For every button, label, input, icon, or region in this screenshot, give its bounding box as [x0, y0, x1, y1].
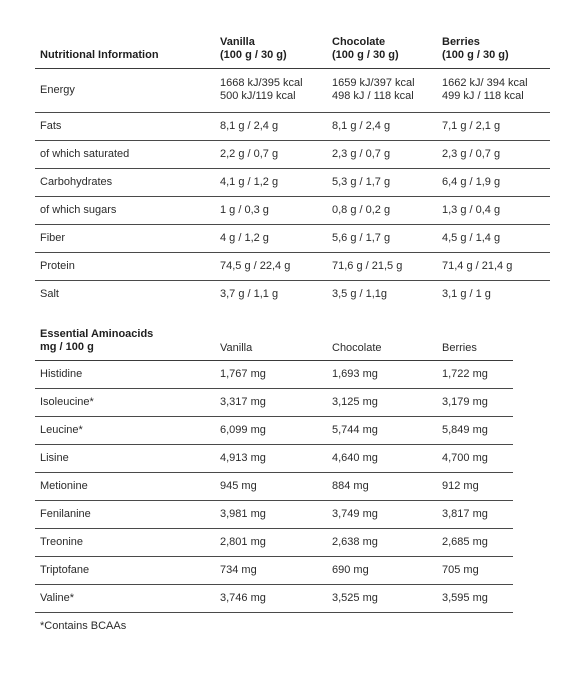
- row-label: Fats: [40, 119, 62, 132]
- row-label: Valine*: [40, 591, 75, 604]
- cell-value: 71,4 g / 21,4 g: [442, 259, 513, 272]
- column-unit: (100 g / 30 g): [220, 48, 287, 61]
- column-header-chocolate: Chocolate: [327, 322, 437, 360]
- energy-line: 499 kJ / 118 kcal: [442, 90, 524, 102]
- table-row: [35, 556, 513, 584]
- amino-header-title: Essential Aminoacids: [40, 327, 154, 340]
- cell-value: 5,3 g / 1,7 g: [332, 175, 391, 188]
- cell-value: [215, 68, 327, 112]
- cell-value: 3,1 g / 1 g: [442, 287, 491, 300]
- energy-line: 1659 kJ/397 kcal: [332, 77, 415, 89]
- energy-line: 500 kJ/119 kcal: [220, 90, 296, 102]
- table-row: [35, 388, 513, 416]
- cell-value: [327, 68, 437, 112]
- cell-value: 3,5 g / 1,1g: [332, 287, 388, 300]
- table-row: [35, 360, 513, 388]
- energy-line: 1662 kJ/ 394 kcal: [442, 77, 528, 89]
- cell-value: 945 mg: [220, 479, 257, 492]
- cell-value: 4 g / 1,2 g: [220, 231, 269, 244]
- row-label: Carbohydrates: [40, 175, 113, 188]
- row-label: Leucine*: [40, 423, 83, 436]
- cell-value: 3,317 mg: [220, 395, 266, 408]
- row-label: Fenilanine: [40, 507, 91, 520]
- cell-value: 74,5 g / 22,4 g: [220, 259, 291, 272]
- column-header-vanilla: Vanilla: [215, 322, 327, 360]
- cell-value: 912 mg: [442, 479, 479, 492]
- row-label: Triptofane: [40, 563, 90, 576]
- nutrition-table: [35, 28, 550, 308]
- row-label: Treonine: [40, 535, 84, 548]
- cell-value: 4,640 mg: [332, 451, 378, 464]
- amino-table: [35, 322, 513, 613]
- cell-value: 0,8 g / 0,2 g: [332, 203, 391, 216]
- cell-value: 3,746 mg: [220, 591, 266, 604]
- cell-value: [437, 68, 550, 112]
- cell-value: 2,638 mg: [332, 535, 378, 548]
- cell-value: 5,849 mg: [442, 423, 488, 436]
- row-label: Isoleucine*: [40, 395, 94, 408]
- row-label: Histidine: [40, 367, 83, 380]
- column-unit: (100 g / 30 g): [332, 48, 399, 61]
- amino-header-label: [35, 322, 215, 360]
- cell-value: 1,722 mg: [442, 367, 488, 380]
- table-row: [35, 416, 513, 444]
- cell-value: 3,125 mg: [332, 395, 378, 408]
- cell-value: 6,4 g / 1,9 g: [442, 175, 501, 188]
- cell-value: 1,3 g / 0,4 g: [442, 203, 501, 216]
- column-name: Vanilla: [220, 35, 255, 48]
- cell-value: 2,3 g / 0,7 g: [442, 147, 501, 160]
- cell-value: 884 mg: [332, 479, 369, 492]
- row-label: Fiber: [40, 231, 66, 244]
- column-unit: (100 g / 30 g): [442, 48, 509, 61]
- amino-header-unit: mg / 100 g: [40, 340, 94, 353]
- cell-value: 3,525 mg: [332, 591, 378, 604]
- table-row: [35, 280, 550, 308]
- energy-line: 1668 kJ/395 kcal: [220, 77, 303, 89]
- nutrition-header-row: [35, 28, 550, 68]
- nutrition-header-label: Nutritional Information: [35, 28, 215, 68]
- column-name: Berries: [442, 35, 480, 48]
- table-row: [35, 528, 513, 556]
- table-row: [35, 112, 550, 140]
- cell-value: 5,6 g / 1,7 g: [332, 231, 391, 244]
- cell-value: 2,2 g / 0,7 g: [220, 147, 279, 160]
- column-header-berries: [437, 28, 550, 68]
- row-label: of which sugars: [40, 203, 117, 216]
- energy-line: 498 kJ / 118 kcal: [332, 90, 414, 102]
- column-header-chocolate: [327, 28, 437, 68]
- row-label: of which saturated: [40, 147, 130, 160]
- amino-header-row: [35, 322, 513, 360]
- cell-value: 4,5 g / 1,4 g: [442, 231, 501, 244]
- cell-value: 3,981 mg: [220, 507, 266, 520]
- cell-value: 8,1 g / 2,4 g: [332, 119, 391, 132]
- cell-value: 6,099 mg: [220, 423, 266, 436]
- cell-value: 3,817 mg: [442, 507, 488, 520]
- cell-value: 2,3 g / 0,7 g: [332, 147, 391, 160]
- cell-value: 3,7 g / 1,1 g: [220, 287, 279, 300]
- cell-value: 1,693 mg: [332, 367, 378, 380]
- cell-value: 2,685 mg: [442, 535, 488, 548]
- table-row: [35, 196, 550, 224]
- row-label: Protein: [40, 259, 75, 272]
- cell-value: 690 mg: [332, 563, 369, 576]
- table-row: [35, 472, 513, 500]
- cell-value: 8,1 g / 2,4 g: [220, 119, 279, 132]
- cell-value: 7,1 g / 2,1 g: [442, 119, 501, 132]
- cell-value: 3,595 mg: [442, 591, 488, 604]
- cell-value: 4,700 mg: [442, 451, 488, 464]
- table-row-energy: [35, 68, 550, 112]
- cell-value: 1 g / 0,3 g: [220, 203, 269, 216]
- cell-value: 4,913 mg: [220, 451, 266, 464]
- cell-value: 71,6 g / 21,5 g: [332, 259, 403, 272]
- cell-value: 5,744 mg: [332, 423, 378, 436]
- table-row: [35, 168, 550, 196]
- column-name: Chocolate: [332, 35, 386, 48]
- table-row: [35, 500, 513, 528]
- bcaa-footnote: *Contains BCAAs: [40, 620, 127, 632]
- row-label: Salt: [40, 287, 59, 300]
- table-row: [35, 252, 550, 280]
- row-label: Energy: [40, 83, 75, 96]
- row-label: Lisine: [40, 451, 69, 464]
- cell-value: 4,1 g / 1,2 g: [220, 175, 279, 188]
- cell-value: 3,749 mg: [332, 507, 378, 520]
- row-label: Metionine: [40, 479, 88, 492]
- table-row: [35, 140, 550, 168]
- cell-value: 705 mg: [442, 563, 479, 576]
- cell-value: 1,767 mg: [220, 367, 266, 380]
- cell-value: 2,801 mg: [220, 535, 266, 548]
- table-row: [35, 444, 513, 472]
- column-header-vanilla: [215, 28, 327, 68]
- table-row: [35, 224, 550, 252]
- cell-value: 3,179 mg: [442, 395, 488, 408]
- column-header-berries: Berries: [437, 322, 513, 360]
- table-row: [35, 584, 513, 612]
- cell-value: 734 mg: [220, 563, 257, 576]
